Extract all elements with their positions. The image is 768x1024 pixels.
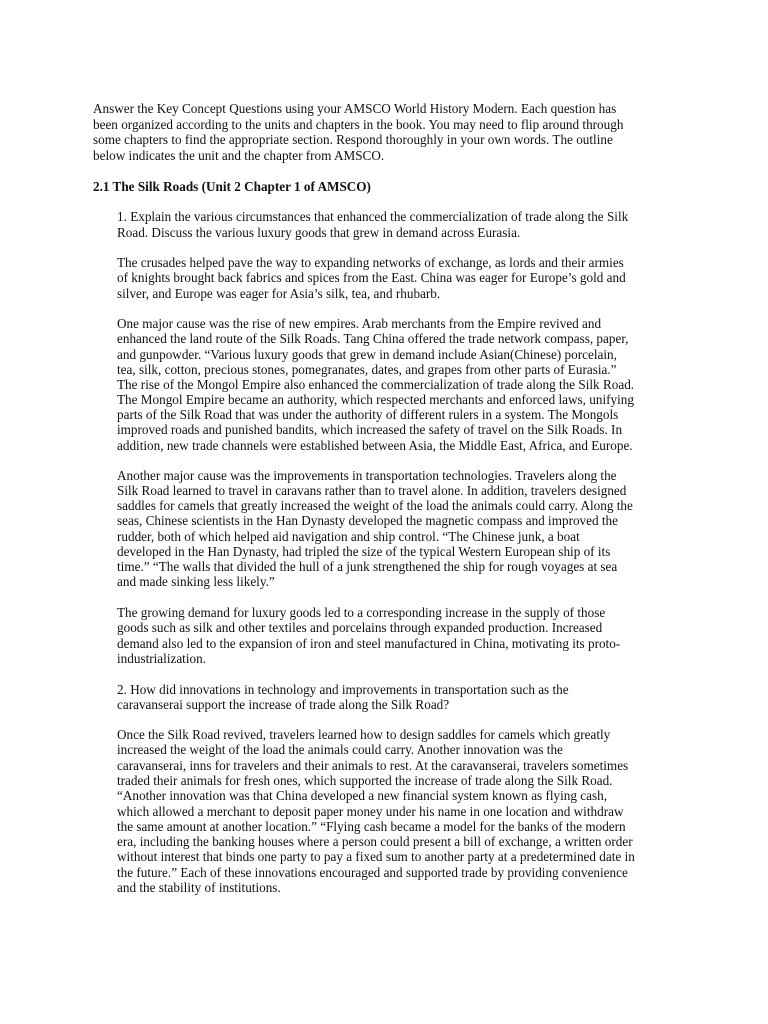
answer-line: enhanced the land route of the Silk Roads. Tang China offered the trade network compass, paper, xyxy=(117,331,629,346)
answer-line: developed in the Han Dynasty, had tripled the size of the typical Western European ship of its xyxy=(117,544,611,559)
answer-line: the same amount at another location.” “Flying cash became a model for the banks of the modern xyxy=(117,819,626,834)
answer-line: rudder, both of which helped aid navigation and ship control. “The Chinese junk, a boat xyxy=(117,529,580,544)
answer-line: time.” “The walls that divided the hull of a junk strengthened the ship for rough voyages at sea xyxy=(117,559,618,574)
answer-line: The Mongol Empire became an authority, which respected merchants and enforced laws, unifying xyxy=(117,392,634,407)
answer-line: of knights brought back fabrics and spices from the East. China was eager for Europe’s gold and xyxy=(117,270,626,285)
answer-line: “Another innovation was that China developed a new financial system known as flying cash, xyxy=(117,788,608,803)
answer-line: The growing demand for luxury goods led to a corresponding increase in the supply of those xyxy=(117,605,606,620)
answer-line: The rise of the Mongol Empire also enhanced the commercialization of trade along the Silk Road. xyxy=(117,377,635,392)
question-line: caravanserai support the increase of trade along the Silk Road? xyxy=(117,697,450,712)
intro-line: Answer the Key Concept Questions using your AMSCO World History Modern. Each question has xyxy=(93,101,617,116)
answer-line: era, including the banking houses where a person could present a bill of exchange, a written order xyxy=(117,834,633,849)
answer-line: addition, new trade channels were established between Asia, the Middle East, Africa, and Europe. xyxy=(117,438,633,453)
answer-line: parts of the Silk Road that was under the authority of different rulers in a system. The Mongols xyxy=(117,407,619,422)
section-heading: 2.1 The Silk Roads (Unit 2 Chapter 1 of AMSCO) xyxy=(93,179,371,194)
answer-line: silver, and Europe was eager for Asia’s silk, tea, and rhubarb. xyxy=(117,286,441,301)
answer-line: which allowed a merchant to deposit paper money under his name in one location and withdraw xyxy=(117,804,624,819)
answer-line: One major cause was the rise of new empires. Arab merchants from the Empire revived and xyxy=(117,316,602,331)
answer-line: industrialization. xyxy=(117,651,206,666)
answer-line: Silk Road learned to travel in caravans rather than to travel alone. In addition, travelers designed xyxy=(117,483,627,498)
answer-line: and made sinking less likely.” xyxy=(117,574,275,589)
answer-line: Once the Silk Road revived, travelers learned how to design saddles for camels which greatly xyxy=(117,727,611,742)
answer-line: demand also led to the expansion of iron and steel manufactured in China, motivating its proto- xyxy=(117,636,621,651)
intro-line: some chapters to find the appropriate section. Respond thoroughly in your own words. The outline xyxy=(93,132,613,147)
answer-line: traded their animals for fresh ones, which supported the increase of trade along the Silk Road. xyxy=(117,773,613,788)
answer-line: and gunpowder. “Various luxury goods that grew in demand include Asian(Chinese) porcelain, xyxy=(117,347,617,362)
answer-line: seas, Chinese scientists in the Han Dynasty developed the magnetic compass and improved the xyxy=(117,513,619,528)
answer-line: caravanserai, inns for travelers and their animals to rest. At the caravanserai, travelers sometimes xyxy=(117,758,629,773)
answer-line: The crusades helped pave the way to expanding networks of exchange, as lords and their armies xyxy=(117,255,624,270)
question-line: 1. Explain the various circumstances that enhanced the commercialization of trade along the Silk xyxy=(117,209,629,224)
answer-line: improved roads and punished bandits, which increased the safety of travel on the Silk Roads. In xyxy=(117,422,623,437)
intro-line: been organized according to the units and chapters in the book. You may need to flip around through xyxy=(93,117,624,132)
answer-line: goods such as silk and other textiles and porcelains through expanded production. Increased xyxy=(117,620,603,635)
answer-line: Another major cause was the improvements in transportation technologies. Travelers along the xyxy=(117,468,617,483)
question-line: 2. How did innovations in technology and improvements in transportation such as the xyxy=(117,682,569,697)
answer-line: the future.” Each of these innovations encouraged and supported trade by providing convenience xyxy=(117,865,628,880)
intro-line: below indicates the unit and the chapter from AMSCO. xyxy=(93,148,385,163)
answer-line: increased the weight of the load the animals could carry. Another innovation was the xyxy=(117,742,563,757)
answer-line: and the stability of institutions. xyxy=(117,880,281,895)
answer-line: saddles for camels that greatly increased the weight of the load the animals could carry. Along the xyxy=(117,498,633,513)
answer-line: without interest that binds one party to pay a fixed sum to another party at a predetermined date in xyxy=(117,849,635,864)
answer-line: tea, silk, cotton, precious stones, pomegranates, dates, and grapes from other parts of Eurasia.” xyxy=(117,362,617,377)
question-line: Road. Discuss the various luxury goods that grew in demand across Eurasia. xyxy=(117,225,521,240)
